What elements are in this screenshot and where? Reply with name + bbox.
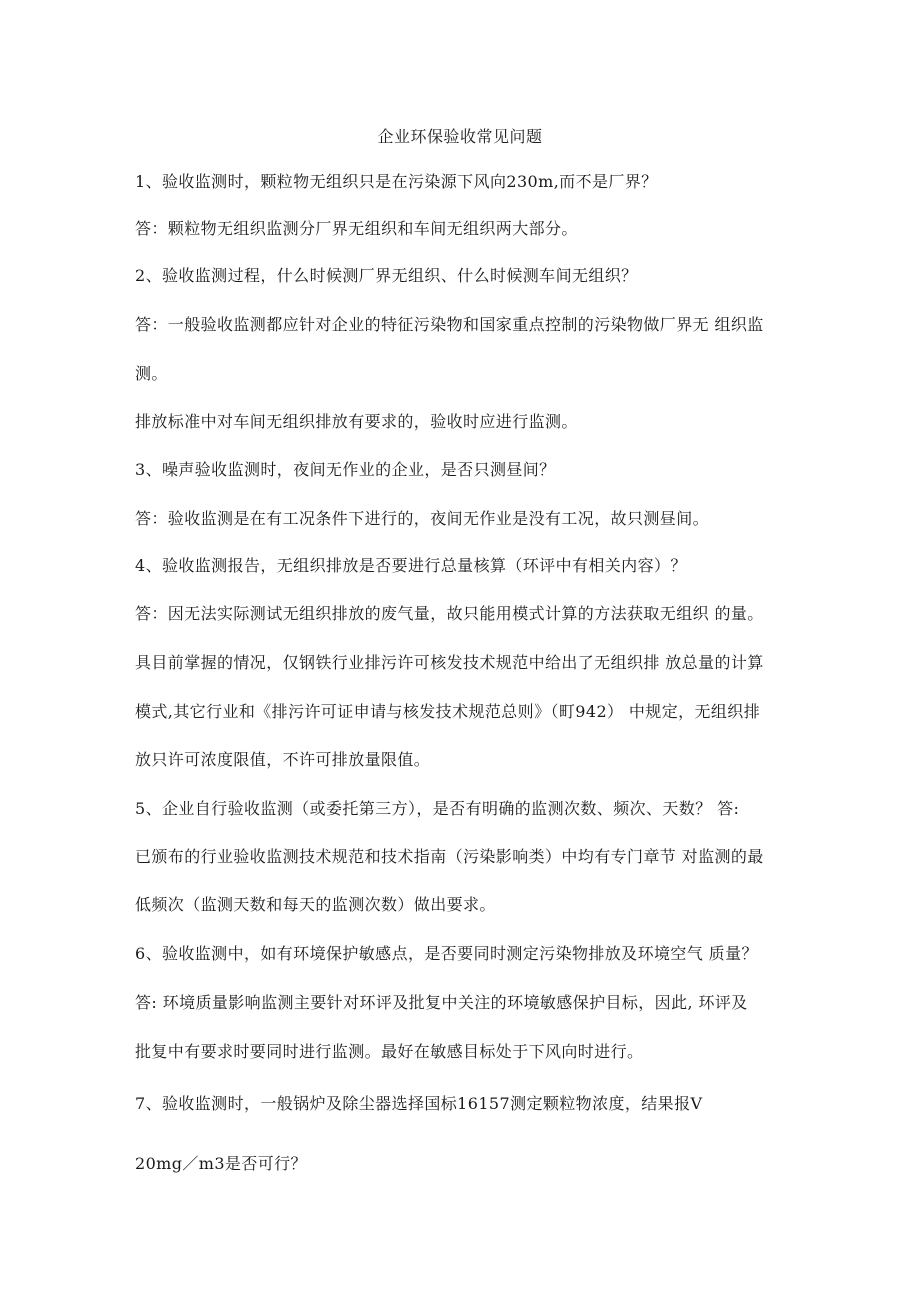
answer-3: 答：验收监测是在有工况条件下进行的，夜间无作业是没有工况，故只测昼间。 (135, 509, 710, 528)
question-4: 4、验收监测报告，无组织排放是否要进行总量核算（环评中有相关内容）？ (135, 556, 687, 575)
question-1: 1、验收监测时，颗粒物无组织只是在污染源下风向230m,而不是厂界？ (135, 172, 658, 191)
question-7-line-1: 7、验收监测时，一般锅炉及除尘器选择国标16157测定颗粒物浓度，结果报V (135, 1094, 703, 1113)
answer-4-line-4: 放只许可浓度限值，不许可排放量限值。 (135, 750, 431, 769)
question-5: 5、企业自行验收监测（或委托第三方），是否有明确的监测次数、频次、天数？ 答: (135, 799, 740, 818)
answer-2-line-1: 答：一般验收监测都应针对企业的特征污染物和国家重点控制的污染物做厂界无 组织监 (135, 315, 764, 334)
answer-4-line-2: 具目前掌握的情况，仅钢铁行业排污许可核发技术规范中给出了无组织排 放总量的计算 (135, 653, 764, 672)
question-2: 2、验收监测过程，什么时候测厂界无组织、什么时候测车间无组织？ (135, 266, 638, 285)
question-3: 3、噪声验收监测时，夜间无作业的企业，是否只测昼间？ (135, 460, 556, 479)
question-6: 6、验收监测中，如有环境保护敏感点，是否要同时测定污染物排放及环境空气 质量？ (135, 944, 758, 963)
answer-6-line-1: 答: 环境质量影响监测主要针对环评及批复中关注的环境敏感保护目标，因此, 环评及 (135, 993, 748, 1012)
answer-2-line-2: 测。 (135, 364, 168, 383)
answer-4-line-3: 模式,其它行业和《排污许可证申请与核发技术规范总则》（町942） 中规定，无组织排 (135, 702, 761, 721)
document-title: 企业环保验收常见问题 (377, 127, 543, 146)
answer-1: 答：颗粒物无组织监测分厂界无组织和车间无组织两大部分。 (135, 219, 578, 238)
answer-5-line-1: 已颁布的行业验收监测技术规范和技术指南（污染影响类）中均有专门章节 对监测的最 (135, 847, 764, 866)
answer-6-line-2: 批复中有要求时要同时进行监测。最好在敏感目标处于下风向时进行。 (135, 1042, 644, 1061)
answer-5-line-2: 低频次（监测天数和每天的监测次数）做出要求。 (135, 895, 496, 914)
question-7-line-2: 20mg／m3是否可行？ (135, 1154, 307, 1173)
answer-4-line-1: 答：因无法实际测试无组织排放的废气量，故只能用模式计算的方法获取无组织 的量。 (135, 604, 764, 623)
answer-2-line-3: 排放标准中对车间无组织排放有要求的，验收时应进行监测。 (135, 412, 578, 431)
